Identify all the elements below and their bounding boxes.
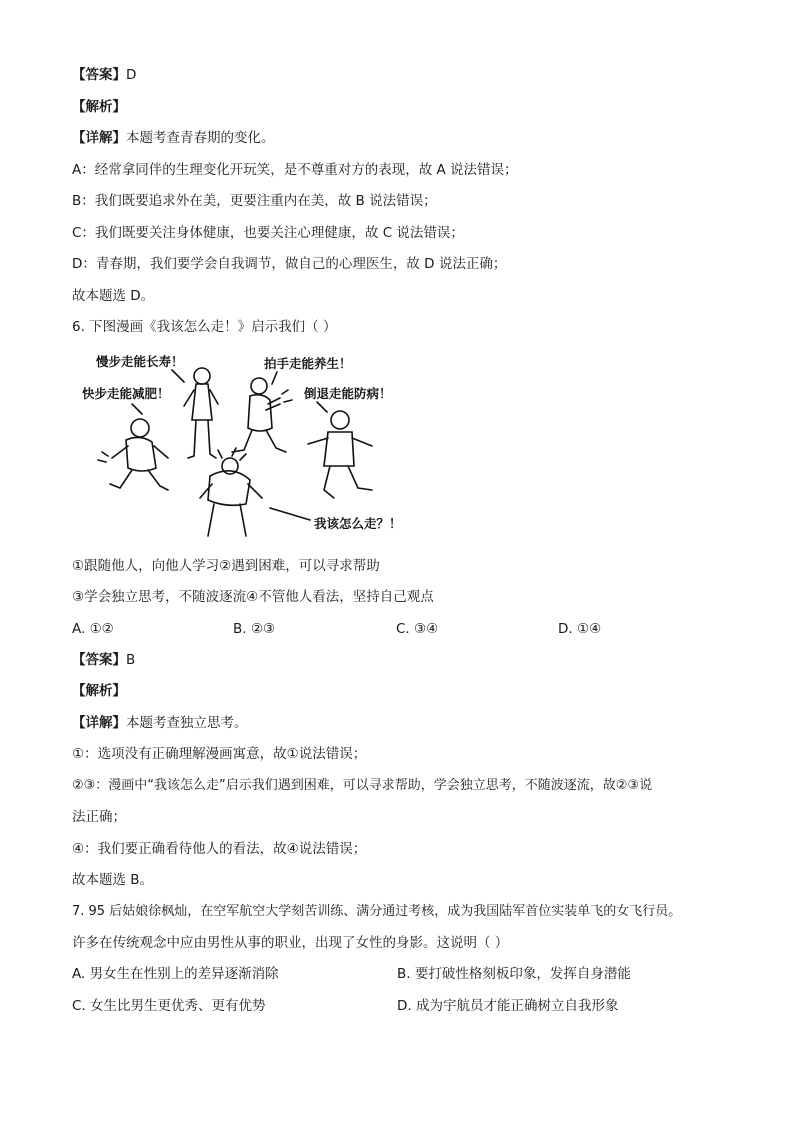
q7-option-a: A. 男女生在性别上的差异逐渐消除 (72, 966, 279, 982)
bubble-how-walk: 我该怎么走？！ (314, 516, 402, 531)
q5-analysis-c: C：我们既要关注身体健康，也要关注心理健康，故 C 说法错误； (72, 225, 464, 241)
answer-value: B (126, 652, 136, 668)
q6-option-a: A. ①② (72, 621, 114, 637)
q6-statements-line-1: ①跟随他人，向他人学习②遇到困难，可以寻求帮助 (72, 558, 380, 574)
q5-analysis-b: B：我们既要追求外在美，更要注重内在美，故 B 说法错误； (72, 193, 437, 209)
q5-analysis-label: 【解析】 (72, 99, 126, 115)
bubble-fast-walk: 快步走能减肥！ (82, 386, 170, 401)
q7-stem-line-2: 许多在传统观念中应由男性从事的职业，出现了女性的身影。这说明（ ） (72, 935, 509, 951)
bubble-clap-walk: 拍手走能养生！ (264, 356, 352, 371)
detail-text: 本题考查独立思考。 (126, 715, 248, 731)
bubble-slow-walk: 慢步走能长寿！ (96, 354, 184, 369)
q6-conclusion: 故本题选 B。 (72, 872, 154, 888)
q7-stem-line-1: 7. 95 后姑娘徐枫灿，在空军航空大学刻苦训练、满分通过考核，成为我国陆军首位实装单飞的女飞行员。 (72, 904, 682, 919)
q6-option-b: B. ②③ (233, 621, 276, 637)
q6-analysis-4: ④：我们要正确看待他人的看法，故④说法错误； (72, 841, 367, 857)
q5-analysis-d: D：青春期，我们要学会自我调节，做自己的心理医生，故 D 说法正确； (72, 256, 507, 272)
q6-detail-line (72, 714, 722, 732)
q6-statements-line-2: ③学会独立思考，不随波逐流④不管他人看法，坚持自己观点 (72, 589, 434, 605)
q6-analysis-23: ②③：漫画中“我该怎么走”启示我们遇到困难，可以寻求帮助，学会独立思考，不随波逐流，故②③说 (72, 778, 653, 793)
q6-analysis-label: 【解析】 (72, 683, 126, 699)
answer-label: 【答案】 (72, 67, 126, 83)
detail-text: 本题考查青春期的变化。 (126, 130, 275, 146)
q7-option-d: D. 成为宇航员才能正确树立自我形象 (397, 998, 619, 1014)
q5-conclusion: 故本题选 D。 (72, 288, 155, 304)
q7-option-b: B. 要打破性格刻板印象，发挥自身潜能 (397, 966, 631, 982)
q6-option-c: C. ③④ (396, 621, 439, 637)
q6-analysis-1: ①：选项没有正确理解漫画寓意，故①说法错误； (72, 746, 367, 762)
detail-label: 【详解】 (72, 130, 126, 146)
answer-value: D (126, 67, 137, 83)
q6-stem: 6. 下图漫画《我该怎么走！》启示我们（ ） (72, 319, 337, 335)
bubble-backward-walk: 倒退走能防病！ (304, 386, 392, 401)
q5-analysis-a: A：经常拿同伴的生理变化开玩笑，是不尊重对方的表现，故 A 说法错误； (72, 162, 518, 178)
q5-detail-line (72, 129, 722, 147)
q7-option-c: C. 女生比男生更优秀、更有优势 (72, 998, 266, 1014)
detail-label: 【详解】 (72, 715, 126, 731)
q5-answer-line (72, 66, 722, 84)
cartoon-illustration (72, 348, 422, 543)
q6-analysis-23-cont: 法正确； (72, 809, 126, 825)
q6-option-d: D. ①④ (558, 621, 602, 637)
answer-label: 【答案】 (72, 652, 126, 668)
q6-answer-line (72, 651, 722, 669)
